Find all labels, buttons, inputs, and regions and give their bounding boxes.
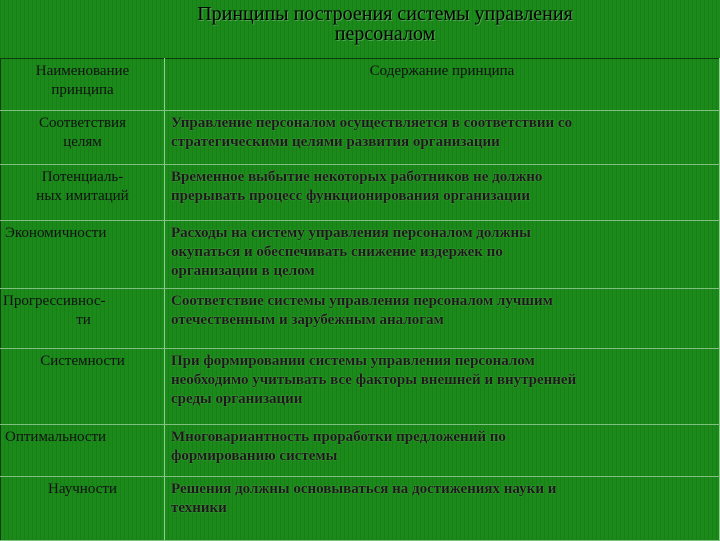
row-content-line3: среды организации [171,391,303,407]
table-row [1,289,720,349]
row-content-cell [165,111,720,165]
row-content-line3: организации в целом [171,263,315,279]
row-name-line1: Экономичности [5,225,107,241]
row-content-line1: Расходы на систему управления персоналом должны [171,225,531,241]
row-name-line1: Потенциаль- [41,169,124,185]
row-content-cell [165,349,720,425]
row-content-line2: прерывать процесс функционирования организации [171,188,530,204]
row-name-line1: Оптимальности [5,429,107,445]
row-name-cell [1,111,165,165]
row-name-cell [1,289,165,349]
row-content-line2: формированию системы [171,448,338,464]
row-content-cell [165,289,720,349]
row-name-line2: целям [63,134,102,150]
title-line-2: персоналом [334,23,436,45]
row-name-line1: Системности [40,353,125,369]
row-name-cell [1,477,165,541]
title-line-1: Принципы построения системы управления [197,3,573,25]
header-principle-content [165,59,720,111]
row-content-line2: отечественным и зарубежным аналогам [171,312,444,328]
row-name-line1: Соответствия [39,115,126,131]
row-content-cell [165,221,720,289]
row-name-line1: Научности [48,481,117,497]
principles-table [0,58,720,541]
row-content-line2: техники [171,500,227,516]
header-col1-line1: Наименование [35,63,130,79]
row-content-line1: При формировании системы управления персоналом [171,353,535,369]
row-content-line1: Временное выбытие некоторых работников не должно [171,169,543,185]
row-content-cell [165,477,720,541]
row-name-line1: Прогрессивнос- [3,293,106,309]
row-content-line1: Решения должны основываться на достижениях науки и [171,481,557,497]
row-name-line2: ных имитаций [36,188,129,204]
header-col2: Содержание принципа [369,63,515,79]
row-name-line2: ти [76,312,91,328]
row-content-line1: Многовариантность проработки предложений по [171,429,506,445]
header-row [1,59,720,111]
table-row [1,349,720,425]
table-row [1,111,720,165]
header-col1-line2: принципа [51,82,114,98]
row-content-line2: окупаться и обеспечивать снижение издержек по [171,244,503,260]
table-row [1,425,720,477]
table-row [1,477,720,541]
row-name-cell [1,165,165,221]
row-content-cell [165,165,720,221]
table-row [1,221,720,289]
slide-title [100,4,670,44]
header-principle-name [1,59,165,111]
row-content-cell [165,425,720,477]
row-name-cell [1,425,165,477]
row-name-cell [1,349,165,425]
row-name-cell [1,221,165,289]
row-content-line2: стратегическими целями развития организации [171,134,500,150]
row-content-line2: необходимо учитывать все факторы внешней и внутренней [171,372,577,388]
table-row [1,165,720,221]
row-content-line1: Управление персоналом осуществляется в соответствии со [171,115,573,131]
row-content-line1: Соответствие системы управления персоналом лучшим [171,293,553,309]
